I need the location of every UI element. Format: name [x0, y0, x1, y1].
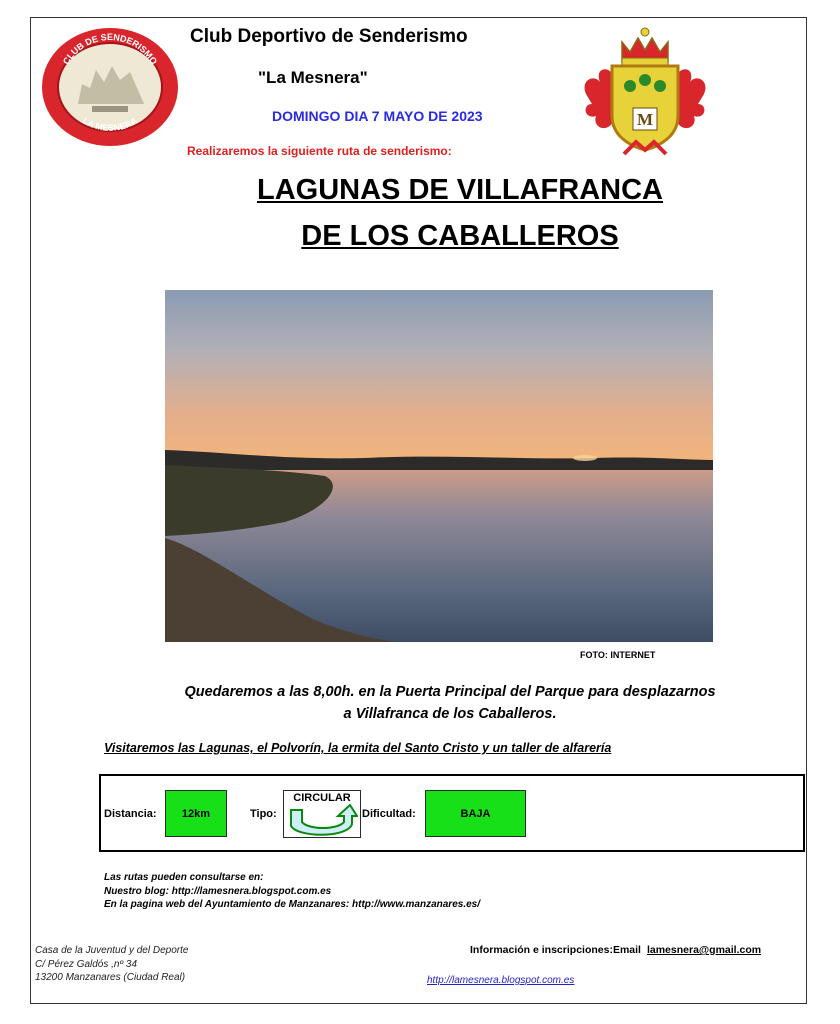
type-badge	[283, 790, 361, 838]
type-label: Tipo:	[250, 808, 277, 820]
meeting-line2: a Villafranca de los Caballeros.	[343, 706, 557, 722]
address-line2: C/ Pérez Galdós ,nº 34	[35, 958, 138, 970]
club-logo	[40, 26, 180, 148]
address-line1: Casa de la Juventud y del Deporte	[35, 945, 189, 956]
logo-top-text: CLUB DE SENDERISMO	[60, 32, 160, 67]
address-line3: 13200 Manzanares (Ciudad Real)	[35, 972, 186, 983]
circular-arrow-icon	[288, 804, 358, 837]
address-block	[35, 944, 188, 985]
route-title-line2: DE LOS CABALLEROS	[301, 220, 619, 252]
event-date: DOMINGO DIA 7 MAYO DE 2023	[272, 108, 483, 124]
route-title-line1: LAGUNAS DE VILLAFRANCA	[257, 174, 663, 206]
town-crest-icon	[580, 24, 710, 156]
meeting-line1: Quedaremos a las 8,00h. en la Puerta Principal del Parque para desplazarnos	[184, 684, 716, 700]
visit-description: Visitaremos las Lagunas, el Polvorín, la ermita del Santo Cristo y un taller de alfarería	[104, 741, 612, 755]
logo-bottom-text: LA MESNERA	[80, 115, 140, 133]
distance-label: Distancia:	[104, 808, 157, 820]
difficulty-label: Dificultad:	[362, 808, 416, 820]
club-short-name: "La Mesnera"	[258, 68, 368, 87]
difficulty-badge	[425, 790, 526, 837]
info-line1: Las rutas pueden consultarse en:	[104, 872, 264, 883]
crest-letter: M	[636, 110, 654, 129]
lagoon-photo	[165, 290, 713, 642]
info-line2: Nuestro blog: http://lamesnera.blogspot.com.es	[104, 885, 332, 897]
info-block	[104, 871, 480, 912]
difficulty-value: BAJA	[460, 807, 491, 820]
blog-link[interactable]: http://lamesnera.blogspot.com.es	[427, 975, 575, 986]
photo-credit: FOTO: INTERNET	[580, 650, 656, 660]
email-link[interactable]: lamesnera@gmail.com	[646, 944, 762, 956]
contact-line	[470, 944, 761, 956]
distance-value: 12km	[181, 807, 211, 820]
info-line3: En la pagina web del Ayuntamiento de Manzanares: http://www.manzanares.es/	[104, 899, 481, 910]
contact-label: Información e inscripciones:Email	[470, 944, 641, 956]
type-value: CIRCULAR	[293, 792, 351, 804]
distance-badge	[165, 790, 227, 837]
intro-text: Realizaremos la siguiente ruta de senderismo:	[187, 144, 452, 158]
club-name: Club Deportivo de Senderismo	[190, 26, 468, 47]
